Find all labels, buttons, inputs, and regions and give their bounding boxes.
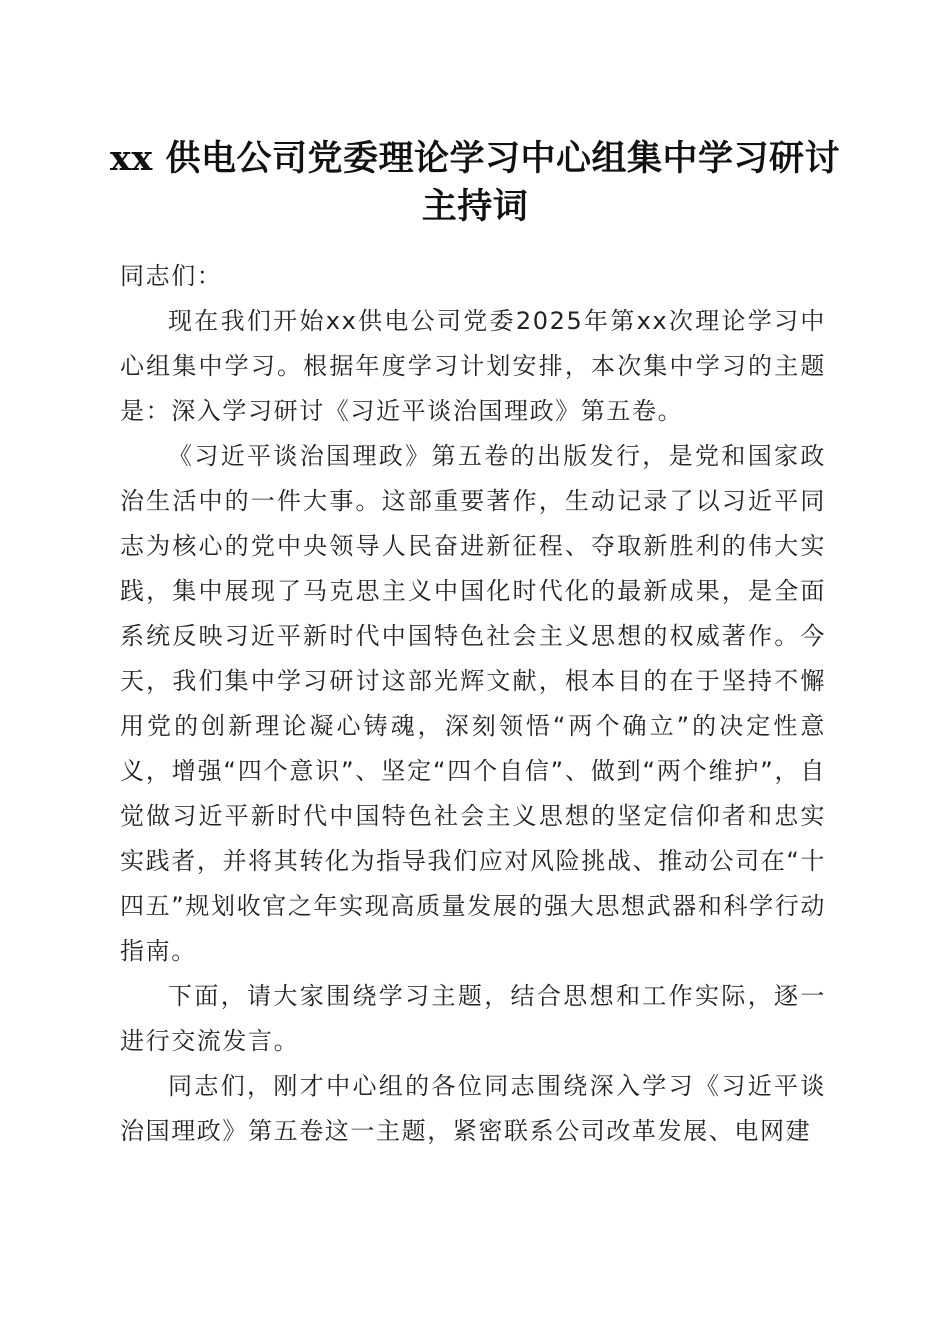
paragraph-summary: 同志们，刚才中心组的各位同志围绕深入学习《习近平谈治国理政》第五卷这一主题，紧密联系公司改革发展、电网建 xyxy=(120,1072,826,1145)
document-body xyxy=(120,250,826,1154)
salutation: 同志们： xyxy=(120,262,223,290)
document-title: xx 供电公司党委理论学习中心组集中学习研讨主持词 xyxy=(110,138,840,227)
paragraph-opening: 现在我们开始xx供电公司党委2025年第xx次理论学习中心组集中学习。根据年度学习计划安排，本次集中学习的主题是：深入学习研讨《习近平谈治国理政》第五卷。 xyxy=(120,307,826,425)
paragraph-significance: 《习近平谈治国理政》第五卷的出版发行，是党和国家政治生活中的一件大事。这部重要著作，生动记录了以习近平同志为核心的党中央领导人民奋进新征程、夺取新胜利的伟大实践，集中展现了马克思主义中国化时代化的最新成果，是全面系统反映习近平新时代中国特色社会主义思想的权威著作。今天，我们集中学习研讨这部光辉文献，根本目的在于坚持不懈用党的创新理论凝心铸魂，深刻领悟“两个确立”的决定性意义，增强“四个意识”、坚定“四个自信”、做到“两个维护”，自觉做习近平新时代中国特色社会主义思想的坚定信仰者和忠实实践者，并将其转化为指导我们应对风险挑战、推动公司在“十四五”规划收官之年实现高质量发展的强大思想武器和科学行动指南。 xyxy=(120,442,826,965)
paragraph-discussion-invite: 下面，请大家围绕学习主题，结合思想和工作实际，逐一进行交流发言。 xyxy=(120,982,826,1055)
